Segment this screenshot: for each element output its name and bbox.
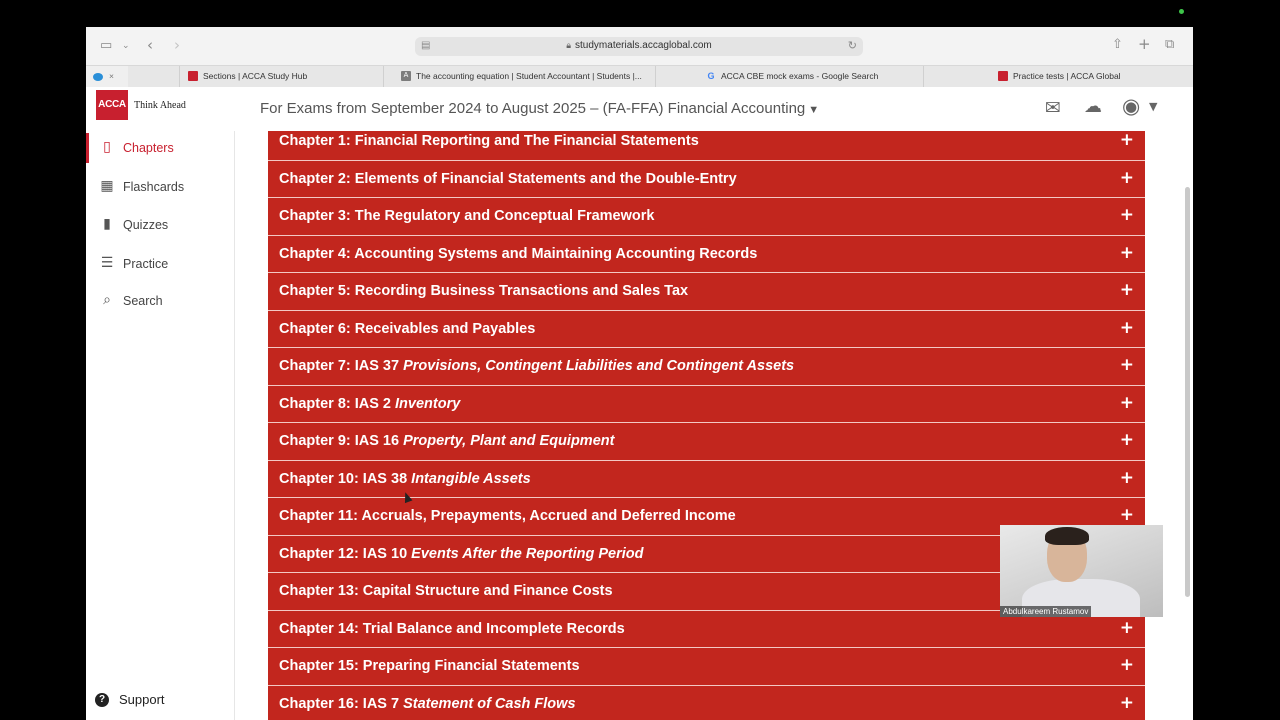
chapter-row[interactable] [268, 648, 1145, 686]
expand-plus-icon[interactable]: + [1119, 242, 1134, 263]
sidebar-item-label: Quizzes [123, 218, 169, 232]
acca-logo[interactable]: ACCA [96, 90, 128, 120]
expand-plus-icon[interactable]: + [1119, 430, 1134, 450]
expand-plus-icon[interactable]: + [1119, 205, 1134, 225]
forward-icon[interactable]: › [174, 36, 180, 54]
support-label: Support [119, 692, 165, 707]
user-avatar-icon[interactable]: ◉ [1122, 94, 1141, 118]
chapter-title: Chapter 1: Financial Reporting and The Financial Statements [279, 133, 699, 149]
search-icon: ⌕ [103, 292, 111, 308]
close-tab-icon[interactable]: × [109, 71, 114, 81]
sidebar-toggle-icon[interactable]: ▭ [100, 38, 113, 53]
list-icon: ☰ [100, 255, 114, 271]
sidebar-item-quizzes[interactable] [86, 210, 234, 240]
chapter-title: Chapter 13: Capital Structure and Finance Costs [279, 583, 613, 599]
tab-overview-icon[interactable]: ⧉ [1165, 37, 1175, 52]
chapter-row[interactable] [268, 386, 1145, 424]
tab-label: Sections | ACCA Study Hub [203, 71, 308, 81]
expand-plus-icon[interactable]: + [1119, 280, 1134, 300]
clipboard-icon: ▮ [103, 216, 111, 232]
reload-icon[interactable]: ↻ [847, 40, 857, 52]
sidebar-item-label: Chapters [123, 141, 174, 155]
chapter-title: Chapter 7: IAS 37 Provisions, Contingent Liabilities and Contingent Assets [279, 358, 795, 374]
sidebar-item-search[interactable] [86, 286, 234, 316]
chapter-title: Chapter 14: Trial Balance and Incomplete Records [279, 620, 625, 637]
expand-plus-icon[interactable]: + [1119, 392, 1134, 413]
book-icon: ▯ [103, 139, 111, 155]
chapter-title: Chapter 10: IAS 38 Intangible Assets [279, 470, 531, 487]
tab-sections[interactable] [179, 66, 383, 87]
expand-plus-icon[interactable]: + [1119, 692, 1134, 713]
app-header [86, 87, 1193, 131]
course-title: For Exams from September 2024 to August 2025 – (FA-FFA) Financial Accounting [260, 100, 806, 117]
page-settings-icon[interactable]: ▤ [421, 40, 431, 51]
chapter-title: Chapter 5: Recording Business Transactions and Sales Tax [279, 283, 689, 299]
new-tab-icon[interactable]: + [1138, 35, 1151, 53]
lock-icon: 🔒︎ [566, 40, 572, 50]
caret-down-icon: ▼ [808, 104, 820, 116]
chapter-row[interactable] [268, 131, 1145, 161]
expand-plus-icon[interactable]: + [1119, 317, 1134, 338]
chapter-title: Chapter 4: Accounting Systems and Maintaining Accounting Records [279, 245, 758, 262]
camera-indicator [1179, 9, 1184, 14]
url-text: studymaterials.accaglobal.com [575, 40, 712, 51]
sidebar-item-label: Practice [123, 257, 169, 271]
acca-icon [998, 71, 1008, 81]
chapter-row[interactable] [268, 348, 1145, 386]
chapter-title: Chapter 9: IAS 16 Property, Plant and Equipment [279, 433, 615, 449]
user-menu-caret-icon[interactable]: ▼ [1149, 100, 1158, 113]
expand-plus-icon[interactable]: + [1119, 131, 1134, 150]
expand-plus-icon[interactable]: + [1119, 617, 1134, 638]
sidebar [86, 131, 235, 720]
tab-label: Practice tests | ACCA Global [1013, 71, 1121, 81]
expand-plus-icon[interactable]: + [1119, 505, 1134, 525]
chapter-row[interactable] [268, 198, 1145, 236]
tab-label: ACCA CBE mock exams - Google Search [721, 71, 879, 81]
chapter-row[interactable] [268, 236, 1145, 274]
cloud-favicon-icon [93, 73, 103, 81]
chapter-row[interactable] [268, 273, 1145, 311]
chevron-down-icon[interactable]: ⌄ [122, 41, 130, 51]
browser-toolbar [86, 27, 1193, 65]
chapter-row[interactable] [268, 161, 1145, 199]
chapter-row[interactable] [268, 461, 1145, 499]
course-selector[interactable] [260, 100, 819, 117]
sa-icon: A [401, 71, 411, 81]
chapter-row[interactable] [268, 686, 1145, 720]
chapter-title: Chapter 11: Accruals, Prepayments, Accrued and Deferred Income [279, 508, 736, 524]
back-icon[interactable]: ‹ [147, 36, 153, 54]
sidebar-item-label: Search [123, 294, 163, 308]
tab-bar [86, 65, 1193, 88]
tab-google-search[interactable] [655, 66, 923, 87]
chapter-row[interactable] [268, 423, 1145, 461]
logo-tagline: Think Ahead [134, 100, 186, 111]
help-icon: ? [95, 693, 109, 707]
chapter-title: Chapter 2: Elements of Financial Statements and the Double-Entry [279, 170, 737, 187]
chapter-title: Chapter 6: Receivables and Payables [279, 320, 536, 337]
tab-accounting-equation[interactable] [383, 66, 655, 87]
tab-pinned[interactable] [86, 66, 128, 87]
share-icon[interactable]: ⇧ [1112, 37, 1123, 52]
mail-icon[interactable]: ✉ [1045, 97, 1061, 119]
sidebar-item-chapters[interactable] [86, 133, 234, 163]
address-bar[interactable] [415, 37, 863, 56]
tab-practice-tests[interactable] [923, 66, 1193, 87]
chapter-row[interactable] [268, 311, 1145, 349]
tab-label: The accounting equation | Student Accountant | Students |... [416, 71, 642, 81]
chapter-title: Chapter 12: IAS 10 Events After the Reporting Period [279, 545, 644, 562]
chapter-title: Chapter 3: The Regulatory and Conceptual Framework [279, 208, 655, 224]
acca-icon [188, 71, 198, 81]
webcam-overlay[interactable] [1000, 525, 1163, 617]
expand-plus-icon[interactable]: + [1119, 355, 1134, 375]
expand-plus-icon[interactable]: + [1119, 655, 1134, 675]
sidebar-item-flashcards[interactable] [86, 172, 234, 202]
chapter-list [268, 131, 1145, 720]
cloud-check-icon[interactable]: ☁ [1084, 96, 1102, 117]
sidebar-item-practice[interactable] [86, 249, 234, 279]
flashcards-icon: ▦ [100, 178, 114, 194]
participant-name: Abdulkareem Rustamov [1000, 606, 1091, 617]
expand-plus-icon[interactable]: + [1119, 167, 1134, 188]
chapter-title: Chapter 8: IAS 2 Inventory [279, 395, 461, 412]
scrollbar[interactable] [1185, 187, 1190, 597]
google-icon: G [707, 70, 715, 81]
sidebar-item-label: Flashcards [123, 180, 185, 194]
main-content [235, 131, 1182, 720]
expand-plus-icon[interactable]: + [1119, 467, 1134, 488]
chapter-title: Chapter 15: Preparing Financial Statements [279, 658, 580, 674]
chapter-title: Chapter 16: IAS 7 Statement of Cash Flows [279, 695, 576, 712]
